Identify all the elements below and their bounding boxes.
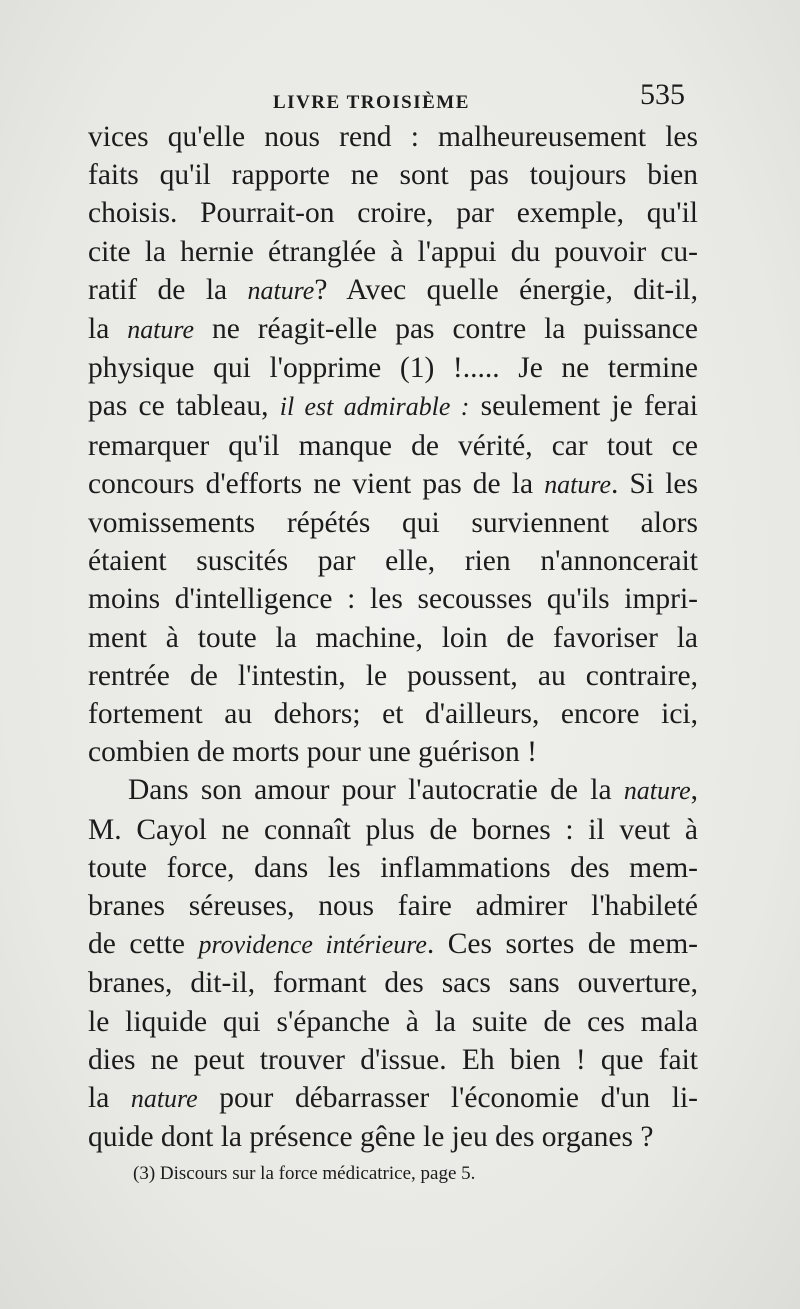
- italic-term: nature: [130, 1084, 198, 1114]
- text-segment: quide dont la présence gêne le jeu des organes ?: [88, 1121, 654, 1154]
- text-line: [88, 849, 698, 887]
- body-text: [88, 118, 698, 1156]
- italic-term: nature: [247, 275, 315, 305]
- page-number: 535: [640, 78, 685, 111]
- text-segment: . Si les: [610, 467, 698, 500]
- text-segment: combien de morts pour une guérison !: [88, 736, 537, 769]
- text-line: [88, 695, 698, 733]
- text-segment: concours d'efforts ne vient pas de la: [88, 467, 545, 500]
- text-segment: . Ces sortes de mem-: [426, 928, 698, 961]
- text-line: [88, 504, 698, 542]
- text-line: [88, 887, 698, 925]
- text-line: [88, 349, 698, 387]
- text-segment: vices qu'elle nous rend : malheureusement les: [88, 121, 698, 153]
- paragraph-2: [88, 771, 698, 1156]
- text-segment: physique qui l'opprime (1) !..... Je ne termine: [88, 352, 698, 385]
- italic-term: nature: [623, 776, 691, 806]
- text-line: [88, 194, 698, 232]
- text-segment: ratif de la: [88, 273, 248, 306]
- text-line: [88, 1041, 698, 1079]
- text-segment: vomissements répétés qui surviennent alors: [88, 507, 698, 540]
- text-segment: pas ce tableau,: [88, 390, 280, 423]
- text-line: [88, 657, 698, 695]
- text-line: [88, 465, 698, 504]
- text-segment: seulement je ferai: [469, 390, 699, 423]
- text-line: [88, 580, 698, 618]
- running-title: LIVRE TROISIÈME: [273, 92, 470, 113]
- text-line: [88, 427, 698, 465]
- text-segment: dies ne peut trouver d'issue. Eh bien ! que fait: [88, 1043, 698, 1076]
- text-line: [88, 1079, 698, 1118]
- text-segment: ,: [690, 774, 698, 807]
- paragraph-1: [88, 118, 698, 771]
- text-line: [88, 771, 698, 810]
- text-segment: faits qu'il rapporte ne sont pas toujours bien: [88, 159, 698, 192]
- text-segment: rentrée de l'intestin, le poussent, au contraire,: [88, 659, 698, 692]
- text-line: [88, 733, 698, 771]
- text-segment: ment à toute la machine, loin de favoriser la: [88, 621, 698, 654]
- italic-term: providence intérieure: [198, 930, 427, 960]
- italic-term: il est admirable :: [279, 392, 470, 422]
- text-line: [88, 156, 698, 194]
- text-line: [88, 964, 698, 1002]
- footnote: (3) Discours sur la force médicatrice, page 5.: [133, 1163, 476, 1184]
- text-segment: de cette: [88, 928, 199, 961]
- text-line: [88, 811, 698, 849]
- text-line: [88, 387, 698, 426]
- text-segment: étaient suscités par elle, rien n'annoncerait: [88, 545, 698, 578]
- text-segment: remarquer qu'il manque de vérité, car tout ce: [88, 429, 698, 462]
- text-line: [88, 271, 698, 310]
- text-segment: Dans son amour pour l'autocratie de la: [128, 774, 624, 807]
- text-line: [88, 310, 698, 349]
- text-segment: ne réagit-elle pas contre la puissance: [194, 313, 698, 346]
- text-segment: cite la hernie étranglée à l'appui du pouvoir cu-: [88, 235, 698, 268]
- text-segment: pour débarrasser l'économie d'un li-: [197, 1082, 698, 1115]
- text-line: [88, 542, 698, 580]
- text-line: [88, 233, 698, 271]
- text-segment: moins d'intelligence : les secousses qu'ils impri-: [88, 583, 698, 616]
- text-segment: la: [88, 1082, 131, 1115]
- text-line: [88, 1003, 698, 1041]
- text-segment: la: [88, 313, 128, 346]
- text-segment: ? Avec quelle énergie, dit-il,: [314, 273, 698, 306]
- text-line: [88, 619, 698, 657]
- text-line: [88, 1118, 698, 1156]
- text-segment: fortement au dehors; et d'ailleurs, encore ici,: [88, 698, 698, 731]
- italic-term: nature: [127, 315, 195, 345]
- text-segment: branes, dit-il, formant des sacs sans ouverture,: [88, 967, 698, 1000]
- italic-term: nature: [544, 469, 611, 499]
- text-segment: M. Cayol ne connaît plus de bornes : il veut à: [88, 813, 698, 846]
- text-segment: le liquide qui s'épanche à la suite de ces mala: [88, 1005, 698, 1038]
- running-head: [88, 78, 685, 118]
- text-line: [88, 118, 698, 156]
- text-segment: branes séreuses, nous faire admirer l'habileté: [88, 890, 698, 923]
- text-line: [88, 925, 698, 964]
- text-segment: choisis. Pourrait-on croire, par exemple, qu'il: [88, 197, 698, 230]
- text-segment: toute force, dans les inflammations des mem-: [88, 851, 698, 884]
